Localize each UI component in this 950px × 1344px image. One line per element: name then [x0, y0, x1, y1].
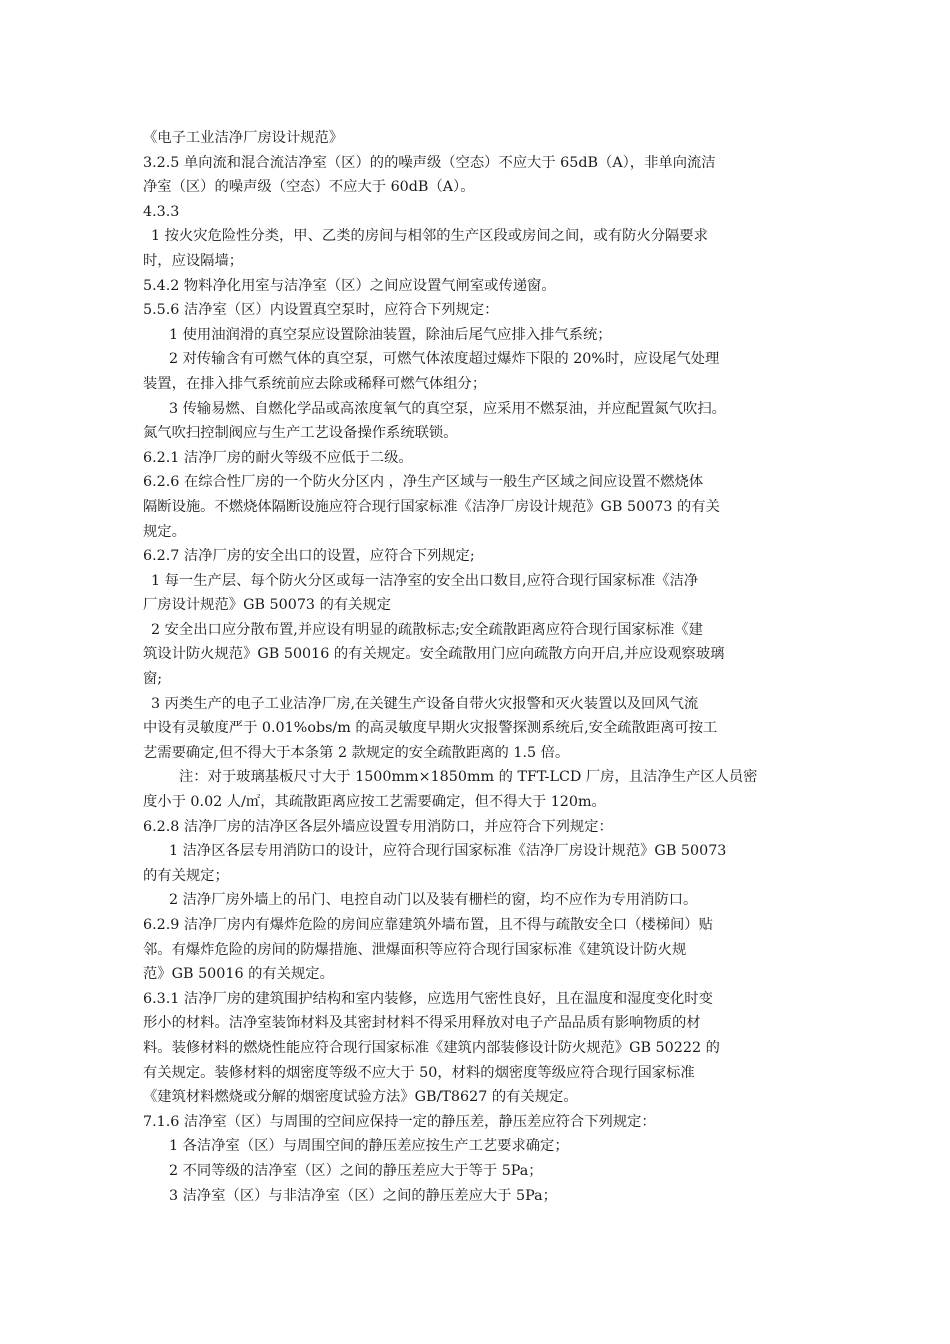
doc-line: 1 使用油润滑的真空泵应设置除油装置，除油后尾气应排入排气系统； — [169, 326, 612, 343]
doc-line: 2 安全出口应分散布置,并应设有明显的疏散标志;安全疏散距离应符合现行国家标准《建 — [151, 621, 703, 638]
doc-line: 6.2.1 洁净厂房的耐火等级不应低于二级。 — [143, 449, 413, 466]
doc-line: 5.5.6 洁净室（区）内设置真空泵时，应符合下列规定： — [143, 302, 499, 319]
doc-line: 中设有灵敏度严于 0.01%obs/m 的高灵敏度早期火灾报警探测系统后,安全疏散距离可按工 — [143, 720, 718, 737]
doc-line: 装置，在排入排气系统前应去除或稀释可燃气体组分； — [143, 375, 487, 392]
doc-line: 5.4.2 物料净化用室与洁净室（区）之间应设置气闸室或传递窗。 — [143, 277, 556, 294]
doc-line: 6.2.9 洁净厂房内有爆炸危险的房间应靠建筑外墙布置，且不得与疏散安全口（楼梯间）贴 — [143, 917, 713, 933]
doc-line: 1 洁净区各层专用消防口的设计，应符合现行国家标准《洁净厂房设计规范》GB 50073 — [169, 843, 727, 860]
doc-line: 净室（区）的噪声级（空态）不应大于 60dB（A）。 — [143, 179, 475, 196]
doc-line: 1 按火灾危险性分类，甲、乙类的房间与相邻的生产区段或房间之间，或有防火分隔要求 — [151, 228, 708, 245]
doc-line: 隔断设施。不燃烧体隔断设施应符合现行国家标准《洁净厂房设计规范》GB 50073 的有关 — [143, 498, 720, 515]
doc-line: 筑设计防火规范》GB 50016 的有关规定。安全疏散用门应向疏散方向开启,并应设观察玻璃 — [143, 646, 725, 663]
doc-line: 4.3.3 — [143, 203, 180, 220]
doc-line: 6.2.6 在综合性厂房的一个防火分区内 ，净生产区域与一般生产区域之间应设置不燃烧体 — [143, 474, 704, 491]
doc-line: 厂房设计规范》GB 50073 的有关规定 — [143, 597, 392, 614]
doc-line: 1 各洁净室（区）与周围空间的静压差应按生产工艺要求确定； — [169, 1138, 569, 1155]
doc-line: 2 对传输含有可燃气体的真空泵，可燃气体浓度超过爆炸下限的 20%时，应设尾气处理 — [169, 351, 720, 368]
doc-line: 1 每一生产层、每个防火分区或每一洁净室的安全出口数目,应符合现行国家标准《洁净 — [151, 572, 699, 589]
doc-note: 度小于 0.02 人/㎡，其疏散距离应按工艺需要确定，但不得大于 120m。 — [143, 794, 606, 811]
doc-note: 注：对于玻璃基板尺寸大于 1500mm×1850mm 的 TFT-LCD 厂房，且洁净生产区人员密 — [179, 769, 758, 786]
doc-line: 邻。有爆炸危险的房间的防爆措施、泄爆面积等应符合现行国家标准《建筑设计防火规 — [143, 941, 687, 958]
doc-line: 3 丙类生产的电子工业洁净厂房,在关键生产设备自带火灾报警和灭火装置以及回风气流 — [151, 695, 699, 712]
doc-line: 规定。 — [143, 523, 186, 540]
doc-line: 形小的材料。洁净室装饰材料及其密封材料不得采用释放对电子产品品质有影响物质的材 — [143, 1015, 701, 1032]
doc-title: 《电子工业洁净厂房设计规范》 — [143, 130, 344, 146]
doc-line: 料。装修材料的燃烧性能应符合现行国家标准《建筑内部装修设计防火规范》GB 50222 的 — [143, 1039, 720, 1056]
doc-line: 《建筑材料燃烧或分解的烟密度试验方法》GB/T8627 的有关规定。 — [143, 1089, 578, 1106]
doc-line: 2 不同等级的洁净室（区）之间的静压差应大于等于 5Pa； — [169, 1162, 543, 1179]
doc-line: 范》GB 50016 的有关规定。 — [143, 966, 334, 983]
doc-line: 6.2.7 洁净厂房的安全出口的设置，应符合下列规定; — [143, 548, 475, 565]
doc-line: 的有关规定； — [143, 867, 229, 884]
doc-line: 6.3.1 洁净厂房的建筑围护结构和室内装修，应选用气密性良好，且在温度和湿度变化时变 — [143, 990, 713, 1007]
doc-line: 艺需要确定,但不得大于本条第 2 款规定的安全疏散距离的 1.5 倍。 — [143, 744, 570, 761]
doc-line: 窗; — [143, 671, 163, 688]
doc-line: 3 洁净室（区）与非洁净室（区）之间的静压差应大于 5Pa； — [169, 1187, 557, 1204]
doc-line: 7.1.6 洁净室（区）与周围的空间应保持一定的静压差，静压差应符合下列规定： — [143, 1113, 656, 1130]
doc-line: 6.2.8 洁净厂房的洁净区各层外墙应设置专用消防口，并应符合下列规定： — [143, 818, 613, 835]
doc-line: 2 洁净厂房外墙上的吊门、电控自动门以及装有栅栏的窗，均不应作为专用消防口。 — [169, 892, 698, 909]
doc-line: 氮气吹扫控制阀应与生产工艺设备操作系统联锁。 — [143, 425, 458, 442]
doc-line: 时，应设隔墙； — [143, 252, 244, 269]
document-body — [143, 126, 823, 1208]
doc-line: 3.2.5 单向流和混合流洁净室（区）的的噪声级（空态）不应大于 65dB（A），非单向流洁 — [143, 154, 716, 171]
doc-line: 有关规定。装修材料的烟密度等级不应大于 50，材料的烟密度等级应符合现行国家标准 — [143, 1064, 695, 1081]
doc-line: 3 传输易燃、自燃化学品或高浓度氧气的真空泵，应采用不燃泵油，并应配置氮气吹扫。 — [169, 400, 726, 417]
